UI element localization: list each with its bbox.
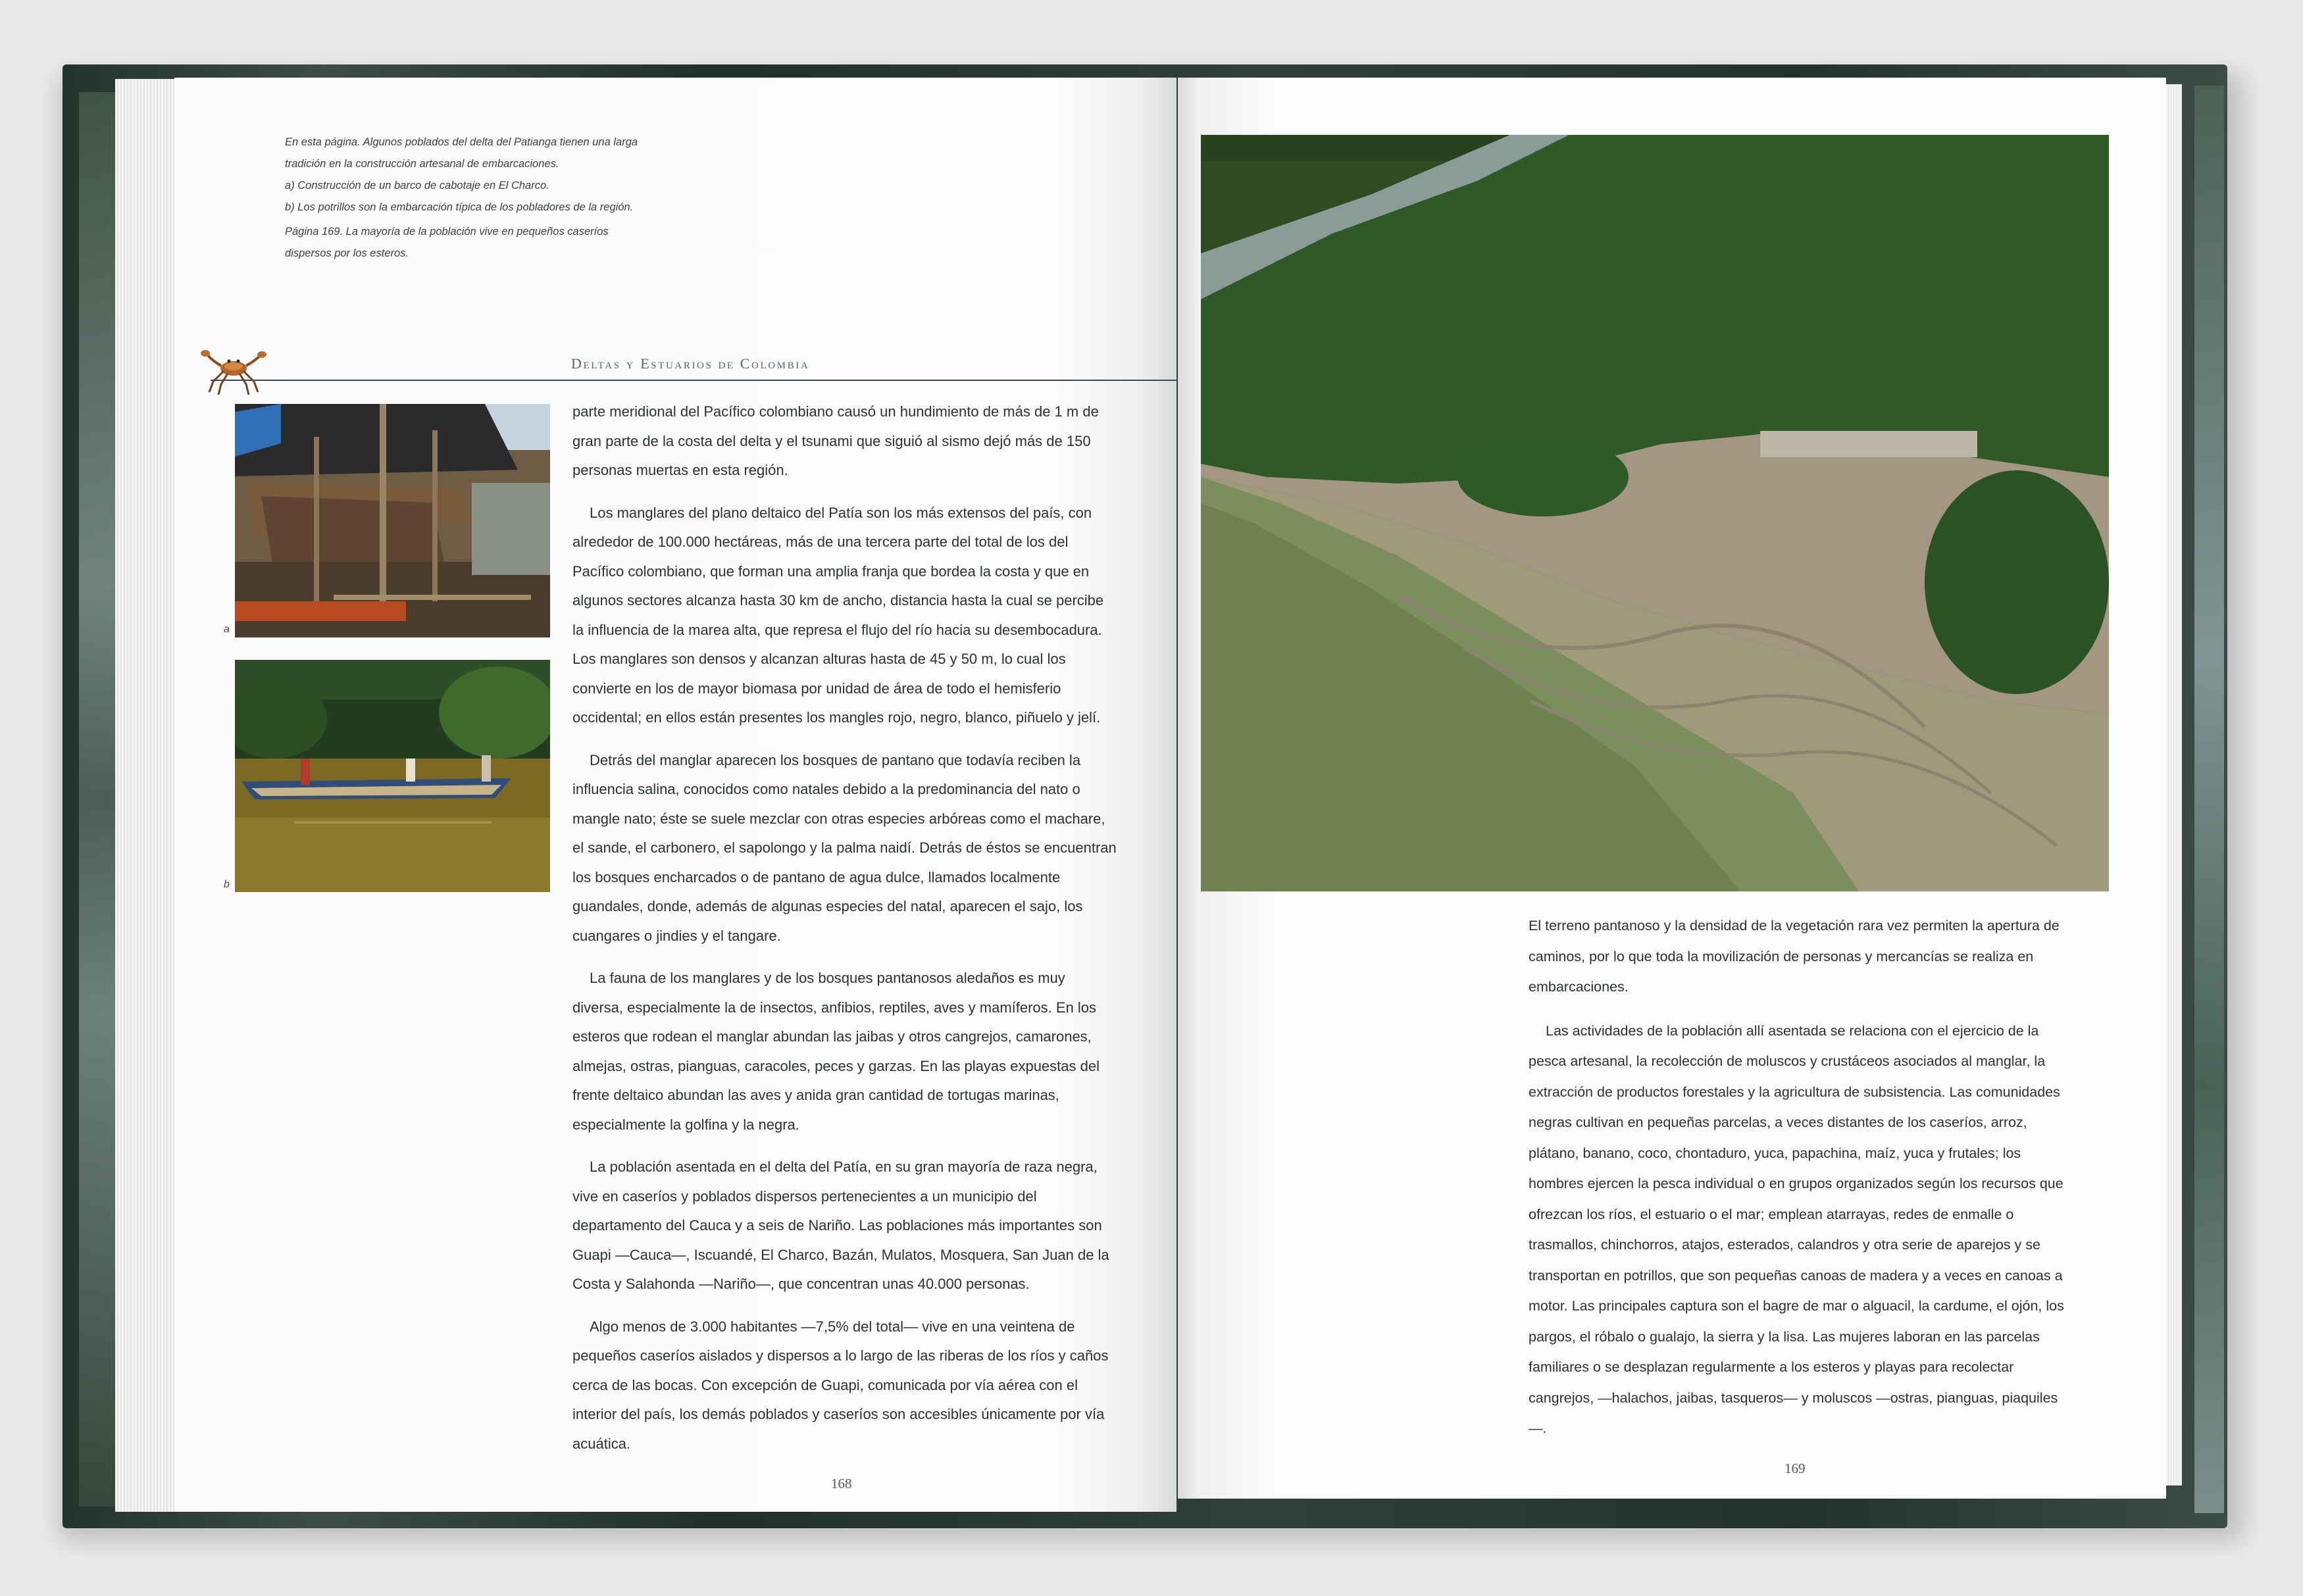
- paragraph: Algo menos de 3.000 habitantes —7,5% del total— vive en una veintena de pequeños caseríos aislados y dispersos a lo largo de las riberas de los ríos y caños cerca de las bocas. Con excepción de Guapi, comunicada por vía aérea con el interior del país, los demás poblados y caseríos son accesibles únicamente por vía acuática.: [572, 1318, 1109, 1452]
- left-body-text: [572, 397, 1119, 1472]
- header-rule: [211, 380, 1178, 381]
- caption-line: Página 169. La mayoría de la población vive en pequeños caseríos: [285, 226, 609, 237]
- page-number-right: 169: [1784, 1460, 1806, 1476]
- crab-icon: [197, 349, 273, 396]
- caption-line: dispersos por los esteros.: [285, 247, 409, 259]
- paragraph: Detrás del manglar aparecen los bosques de pantano que todavía reciben la influencia salina, conocidos como natales debido a la predominancia del nato o mangle nato; éste se suele mezclar con otras especies arbóreas como el machare, el sande, el carbonero, el sapolongo y la palma naidí. Detrás de éstos se encuentran los bosques encharcados o de pantano de agua dulce, llamados localmente guandales, donde, además de algunas especies del natal, aparecen el sajo, los cuangares o jindies y el tangare.: [572, 751, 1117, 944]
- paragraph: El terreno pantanoso y la densidad de la vegetación rara vez permiten la apertura de caminos, por lo que toda la movilización de personas y mercancías se realiza en embarcaciones.: [1529, 918, 2060, 995]
- page-number-left: 168: [831, 1476, 852, 1491]
- paragraph: parte meridional del Pacífico colombiano causó un hundimiento de más de 1 m de gran parte de la costa del delta y el tsunami que siguió al sismo dejó más de 150 personas muertas en esta región.: [572, 403, 1099, 478]
- page-edges-left: [115, 79, 181, 1512]
- photo-label-b: b: [224, 879, 230, 890]
- photo-caption: [285, 132, 706, 264]
- photo-boat-construction: [235, 404, 550, 637]
- right-body-text: [1529, 910, 2068, 1457]
- paragraph: La población asentada en el delta del Patía, en su gran mayoría de raza negra, vive en caseríos y poblados dispersos pertenecientes a un municipio del departamento del Cauca y a seis de Nariño. Las poblaciones más importantes son Guapi —Cauca—, Iscuandé, El Charco, Bazán, Mulatos, Mosquera, San Juan de la Costa y Salahonda —Nariño—, que concentran unas 40.000 personas.: [572, 1159, 1109, 1292]
- page-edges-right: [2166, 84, 2182, 1485]
- photo-label-a: a: [224, 624, 230, 635]
- caption-line: En esta página. Algunos poblados del delta del Patianga tienen una larga: [285, 136, 638, 148]
- photo-aerial-mangrove: [1201, 135, 2109, 891]
- caption-line: a) Construcción de un barco de cabotaje en El Charco.: [285, 180, 549, 191]
- running-header: Deltas y Estuarios de Colombia: [571, 355, 810, 372]
- cover-photo-right: [2194, 86, 2224, 1513]
- photo-canoe: [235, 660, 550, 892]
- caption-line: b) Los potrillos son la embarcación típica de los pobladores de la región.: [285, 201, 634, 213]
- paragraph: Los manglares del plano deltaico del Patía son los más extensos del país, con alrededor de 100.000 hectáreas, más de una tercera parte del total de los del Pacífico colombiano, que forman una amplia franja que bordea la costa y que en algunos sectores alcanza hasta 30 km de ancho, distancia hasta la cual se percibe la influencia de la marea alta, que represa el flujo del río hacia su desembocadura. Los manglares son densos y alcanzan alturas hasta de 45 y 50 m, lo cual los convierte en los de mayor biomasa por unidad de área de todo el hemisferio occidental; en ellos están presentes los mangles rojo, negro, blanco, piñuelo y jelí.: [572, 504, 1104, 726]
- caption-line: tradición en la construcción artesanal de embarcaciones.: [285, 158, 559, 170]
- paragraph: La fauna de los manglares y de los bosques pantanosos aledaños es muy diversa, especialmente la de insectos, anfibios, reptiles, aves y mamíferos. En los esteros que rodean el manglar abundan las jaibas y otros cangrejos, camarones, almejas, ostras, pianguas, caracoles, peces y garzas. En las playas expuestas del frente deltaico abundan las aves y anida gran cantidad de tortugas marinas, especialmente la golfina y la negra.: [572, 970, 1100, 1133]
- paragraph: Las actividades de la población allí asentada se relaciona con el ejercicio de la pesca artesanal, la recolección de moluscos y crustáceos asociados al manglar, la extracción de productos forestales y la agricultura de subsistencia. Las comunidades negras cultivan en pequeñas parcelas, a veces distantes de los caseríos, arroz, plátano, banano, coco, chontaduro, yuca, papachina, maíz, yuca y frutales; los hombres ejercen la pesca individual o en grupos organizados según los recursos que ofrezcan los ríos, el estuario o el mar; emplean atarrayas, redes de enmalle o trasmallos, chinchorros, atajos, esterados, calandros y otra serie de aparejos y se transportan en potrillos, que son pequeñas canoas de madera y a veces en canoas a motor. Las principales captura son el bagre de mar o alguacil, la cardume, el ojón, los pargos, el róbalo o gualajo, la sierra y la lisa. Las mujeres laboran en las parcelas familiares o se desplazan regularmente a los esteros y playas para recolectar cangrejos, —halachos, jaibas, tasqueros— y moluscos —ostras, pianguas, piaquiles—.: [1529, 1022, 2064, 1436]
